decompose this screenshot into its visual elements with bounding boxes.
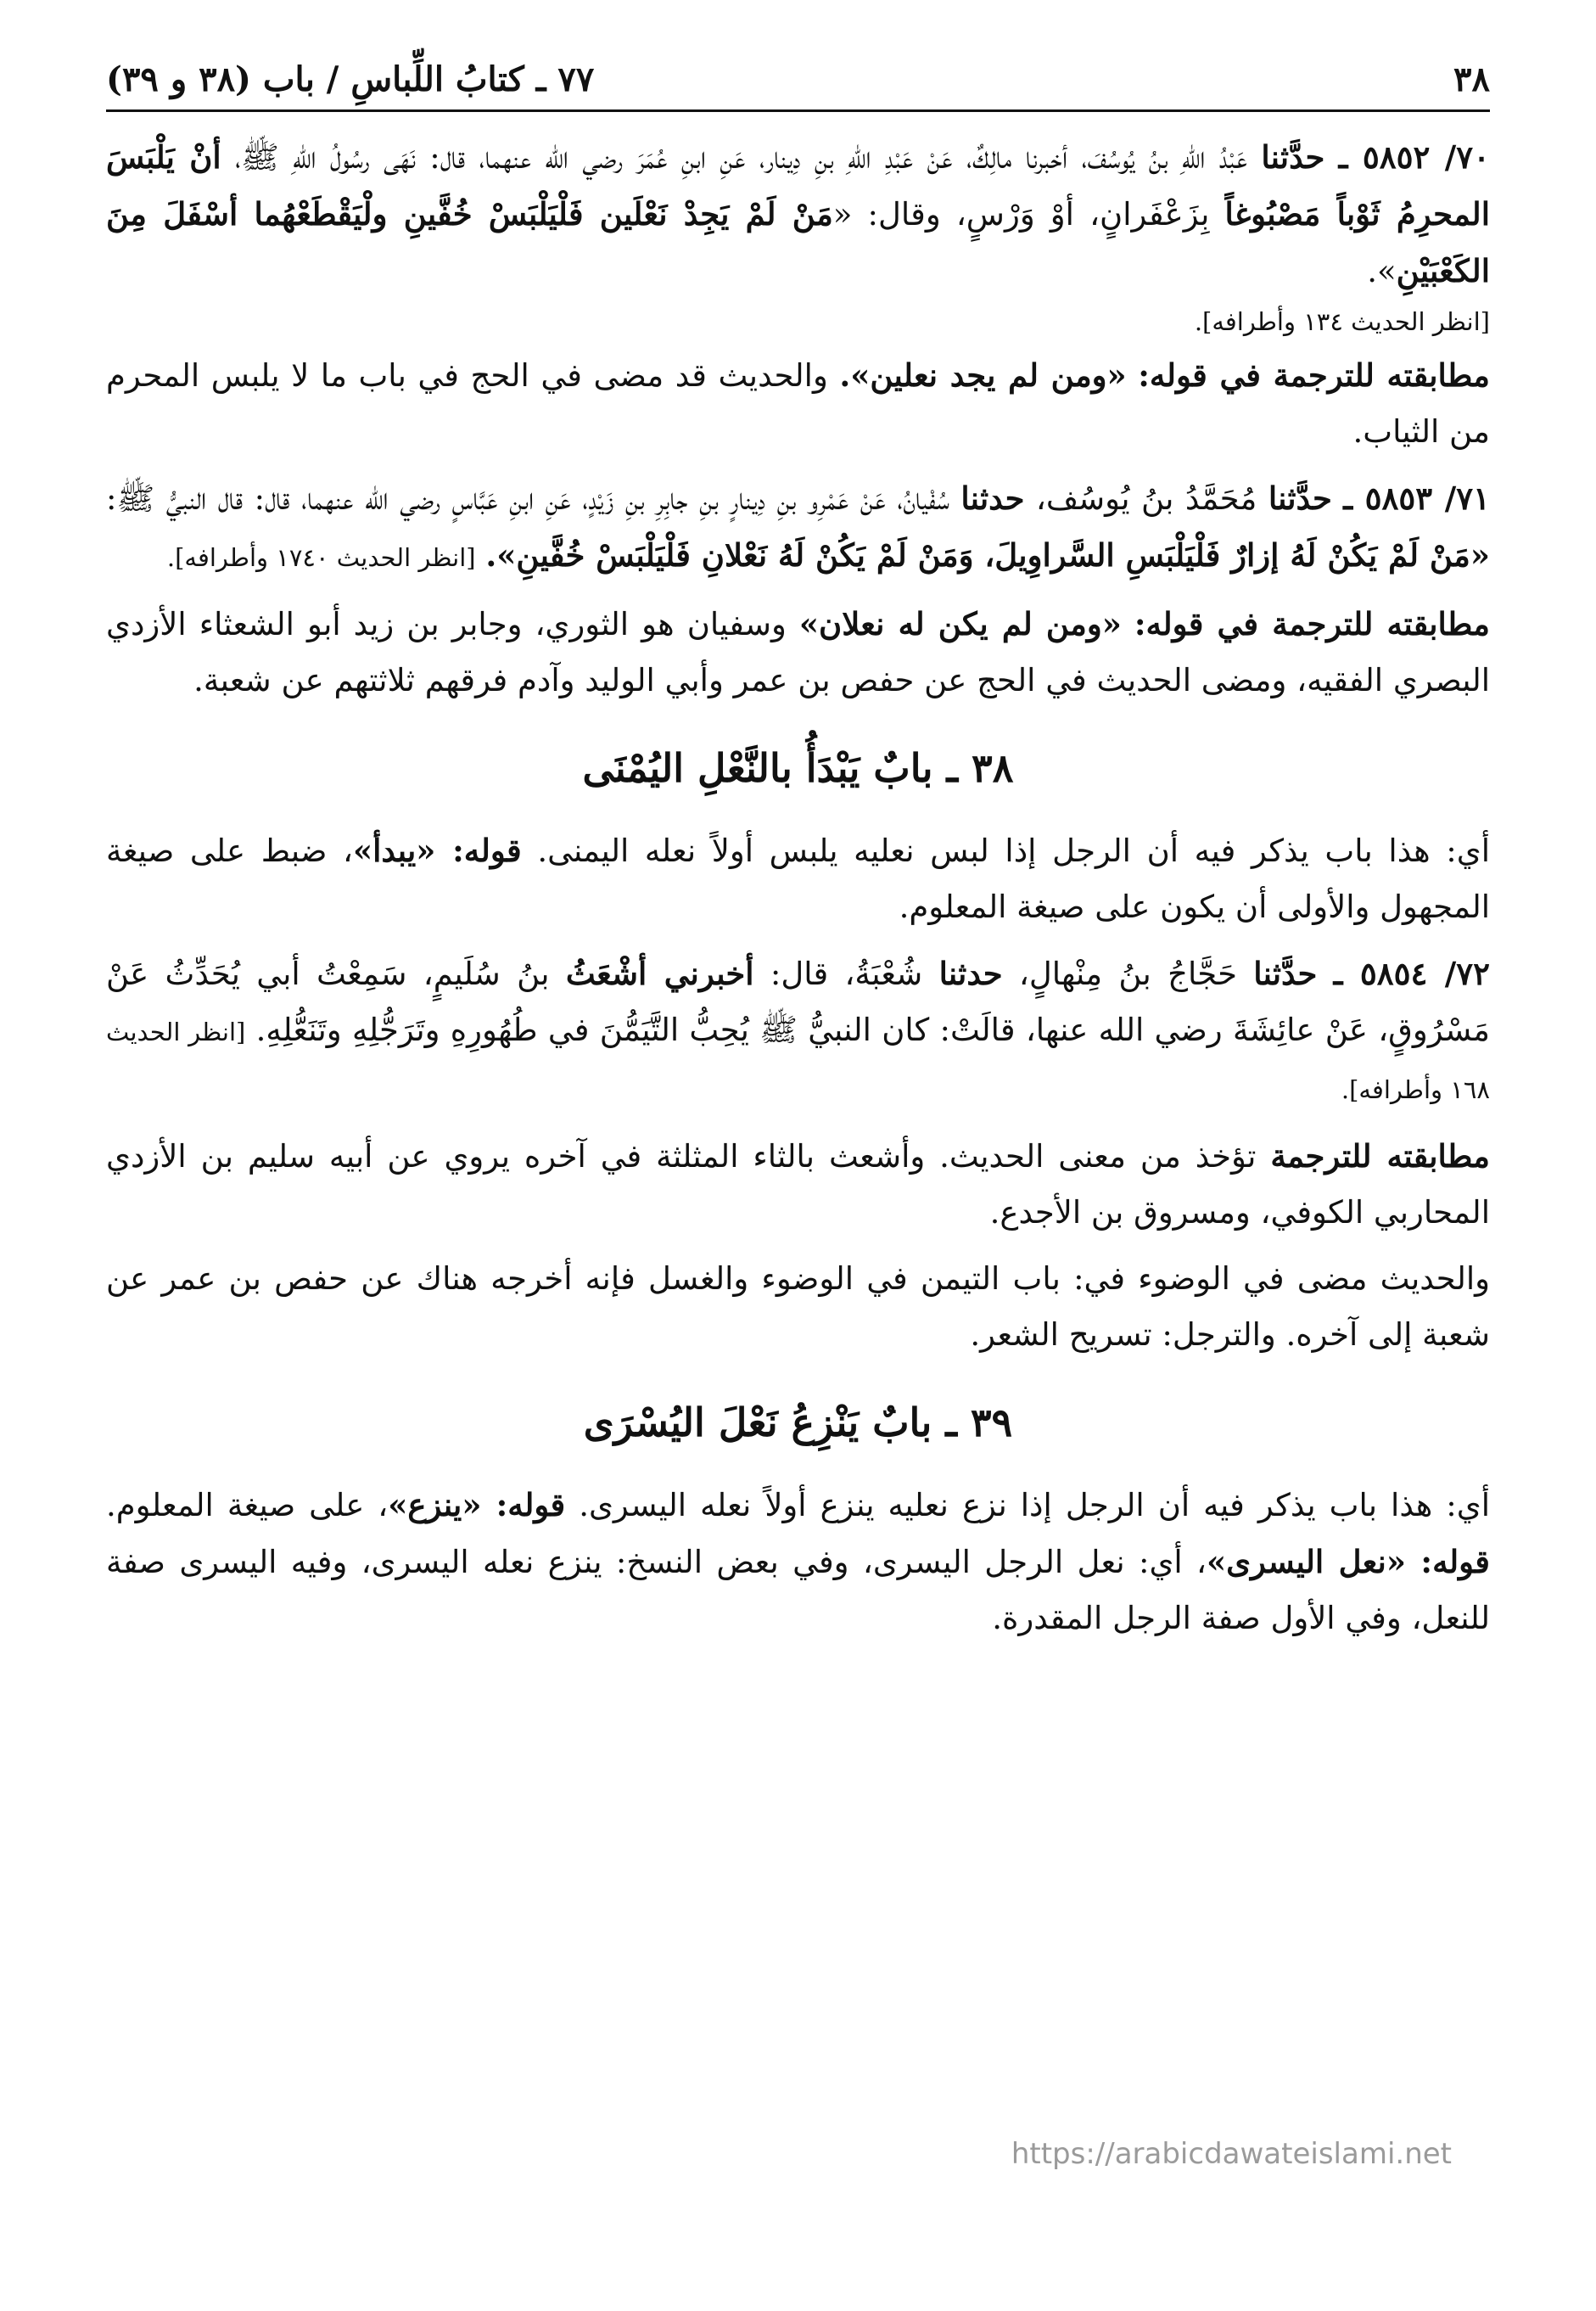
reference: [انظر الحديث ١٣٤ وأطرافه]. <box>1194 307 1490 336</box>
commentary-text: تؤخذ من معنى الحديث. وأشعث بالثاء المثلثة في آخره يروي عن أبيه سليم بن الأزدي المحاربي الكوفي، ومسروق بن الأجدع. <box>106 1138 1490 1231</box>
hadith-text: سُفْيانُ، عَنْ عَمْرِو بنِ دِينارٍ بنِ جابِرِ بنِ زَيْدٍ، عَنِ ابنِ عَبَّاسٍ رضي الله عنهما، قال: قال النبيُّ ﷺ: <box>106 480 949 517</box>
commentary-quote: «ومن لم يجد نعلين». <box>839 356 1127 394</box>
explanation-39 <box>106 1477 1490 1646</box>
hadith-number: ٧٢/ ٥٨٥٤ ـ <box>1333 955 1491 992</box>
hadith-text: حَجَّاجُ بنُ مِنْهالٍ، <box>1018 956 1237 992</box>
narration-word: حدَّثنا <box>1268 480 1332 517</box>
running-title: ٧٧ ـ كتابُ اللِّباسِ / باب (٣٨ و ٣٩) <box>106 59 595 99</box>
hadith-text: مُحَمَّدُ بنُ يُوسُف، <box>1035 480 1257 517</box>
narration-word: حدَّثنا <box>1253 955 1318 992</box>
commentary-72a <box>106 1128 1490 1241</box>
commentary-text: والحديث قد مضى في الحج في باب ما لا يلبس المحرم من الثياب. <box>106 357 1490 450</box>
reference: [انظر الحديث ١٧٤٠ وأطرافه]. <box>166 543 476 572</box>
hadith-text: عَبْدُ اللهِ بنُ يُوسُفَ، أخبرنا مالِكٌ، عَنْ عَبْدِ اللهِ بنِ دِينار، عَنِ ابنِ عُمَرَ رضي الله عنهما، قال: نَهَى رسُولُ اللهِ ﷺ، <box>234 139 1248 176</box>
hadith-72 <box>106 945 1490 1118</box>
explanation-text: ، ضبط على صيغة المجهول والأولى أن يكون على صيغة المعلوم. <box>106 833 1490 925</box>
hadith-number: ٧٠/ ٥٨٥٢ ـ <box>1338 138 1491 176</box>
explanation-text: ، أي: نعل الرجل اليسرى، وفي بعض النسخ: ينزع نعله اليسرى، وفيه اليسرى صفة للنعل، وفي الأول صفة الرجل المقدرة. <box>106 1544 1490 1636</box>
explanation-bold: قوله: «ينزع» <box>388 1486 566 1523</box>
commentary-bold: مطابقته للترجمة في قوله: <box>1134 605 1491 642</box>
chapter-39-title: ٣٩ ـ بابٌ يَنْزِعُ نَعْلَ اليُسْرَى <box>583 1400 1013 1445</box>
chapter-38-title: ٣٨ ـ بابٌ يَبْدَأُ بالنَّعْلِ اليُمْنَى <box>582 745 1014 791</box>
commentary-quote: «ومن لم يكن له نعلان» <box>798 605 1122 642</box>
commentary-bold: مطابقته للترجمة <box>1270 1137 1490 1175</box>
hadith-bold-text: «مَنْ لَمْ يَكُنْ لَهُ إزارٌ فَلْيَلْبَسِ السَّراوِيلَ، وَمَنْ لَمْ يَكُنْ لَهُ نَعْلانِ فَلْيَلْبَسْ خُفَّينِ». <box>485 536 1490 574</box>
narration-word: حدَّثنا <box>1261 138 1325 176</box>
hadith-text: شُعْبَةُ، قال: <box>770 956 923 992</box>
commentary-72b <box>106 1251 1490 1363</box>
watermark-url: https://arabicdawateislami.net <box>1011 2137 1452 2171</box>
commentary-71 <box>106 596 1490 709</box>
explanation-38 <box>106 822 1490 935</box>
explanation-text: أي: هذا باب يذكر فيه أن الرجل إذا لبس نعليه يلبس أولاً نعله اليمنى. <box>537 833 1490 869</box>
explanation-bold: قوله: «يبدأ» <box>352 832 522 869</box>
hadith-text: بنُ سُلَيمٍ، سَمِعْتُ أبي يُحَدِّثُ عَنْ مَسْرُوقٍ، عَنْ عائِشَةَ رضي الله عنها، قالَتْ: كان النبيُّ ﷺ يُحِبُّ التَّيَمُّنَ في طُهُورِهِ وتَرَجُّلِهِ وتَنَعُّلِهِ. <box>106 956 1490 1048</box>
hadith-text: بِزَعْفَرانٍ، أوْ وَرْسٍ، وقال: « <box>832 196 1210 233</box>
hadith-number: ٧١/ ٥٨٥٣ ـ <box>1343 480 1490 517</box>
commentary-text: وسفيان هو الثوري، وجابر بن زيد أبو الشعثاء الأزدي البصري الفقيه، ومضى الحديث في الحج عن حفص بن عمر وأبي الوليد وآدم فرقهم ثلاثتهم عن شعبة. <box>106 606 1490 698</box>
hadith-bold-text: أنْ يَلْبَسَ المحرِمُ ثَوْباً مَصْبُوغاً <box>106 138 1490 233</box>
hadith-71 <box>106 470 1490 586</box>
explanation-text: أي: هذا باب يذكر فيه أن الرجل إذا نزع نعليه ينزع أولاً نعله اليسرى. <box>579 1487 1490 1523</box>
page-number: ٣٨ <box>1453 59 1490 99</box>
commentary-text: والحديث مضى في الوضوء في: باب التيمن في الوضوء والغسل فإنه أخرجه هناك عن حفص بن عمر عن شعبة إلى آخره. والترجل: تسريح الشعر. <box>106 1260 1490 1353</box>
reference: [انظر الحديث ١٦٨ وأطرافه]. <box>106 1018 1490 1104</box>
explanation-bold: قوله: «نعل اليسرى» <box>1206 1543 1490 1580</box>
commentary-bold: مطابقته للترجمة في قوله: <box>1138 356 1491 394</box>
page-header <box>106 59 1490 112</box>
narration-word: حدثنا <box>960 480 1025 517</box>
explanation-text: ، على صيغة المعلوم. <box>106 1487 389 1523</box>
narration-word: حدثنا <box>938 955 1003 992</box>
commentary-70 <box>106 347 1490 460</box>
hadith-bold-text: مَنْ لَمْ يَجِدْ نَعْلَين فَلْيَلْبَسْ خُفَّينِ ولْيَقْطَعْهُما أسْفَلَ مِنَ الكَعْبَيْنِ <box>106 195 1490 289</box>
narration-word: أخبرني أشْعَثُ <box>565 955 754 992</box>
hadith-text: ». <box>1367 253 1397 289</box>
hadith-70 <box>106 129 1490 300</box>
